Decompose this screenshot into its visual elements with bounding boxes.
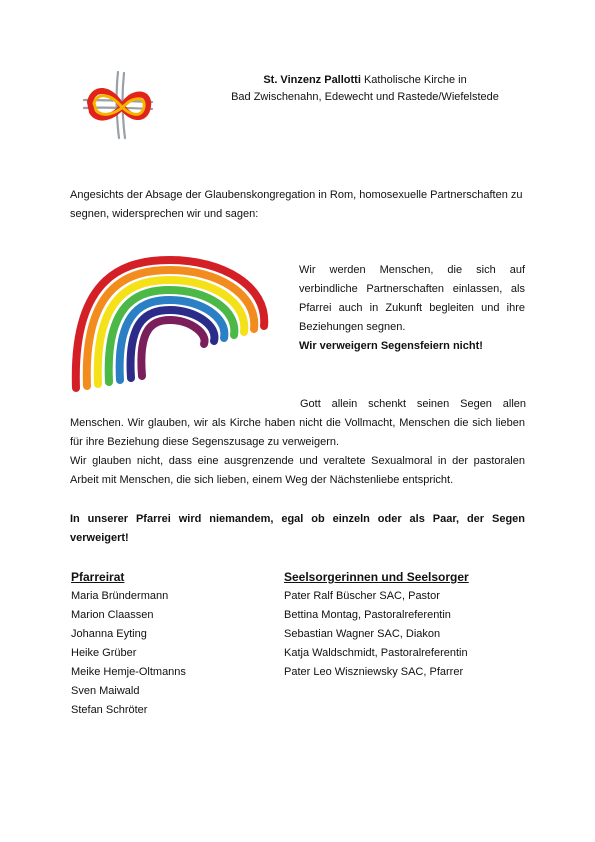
side-statement	[299, 261, 525, 356]
pfarreirat-member: Sven Maiwald	[71, 685, 140, 697]
side-statement-emphasis: Wir verweigern Segensfeiern nicht!	[299, 340, 483, 352]
paragraph-sexual-morality: Wir glauben nicht, dass eine ausgrenzende und veraltete Sexualmoral in der pastoralen Arbeit mit Menschen, die sich lieben, einem Weg der Nächstenliebe entspricht.	[70, 455, 525, 486]
parish-location: Bad Zwischenahn, Edewecht und Rastede/Wiefelstede	[231, 91, 499, 103]
seelsorger-member: Pater Ralf Büscher SAC, Pastor	[284, 590, 440, 602]
pfarreirat-member: Maria Bründermann	[71, 590, 169, 602]
seelsorger-heading: Seelsorgerinnen und Seelsorger	[284, 570, 469, 584]
paragraph-blessing-start: Gott allein schenkt seinen Segen allen	[300, 398, 526, 410]
seelsorger-member: Pater Leo Wiszniewsky SAC, Pfarrer	[284, 666, 464, 678]
pfarreirat-member: Meike Hemje-Oltmanns	[71, 666, 186, 678]
parish-logo	[80, 70, 155, 140]
bold-statement: In unserer Pfarrei wird niemandem, egal ob einzeln oder als Paar, der Segen verweigert!	[70, 513, 525, 544]
paragraph-blessing: Menschen. Wir glauben, wir als Kirche haben nicht die Vollmacht, Menschen die sich lieben für ihre Beziehung diese Segenszusage zu verweigern.	[70, 417, 525, 448]
parish-name: St. Vinzenz Pallotti	[263, 74, 361, 86]
pfarreirat-list	[71, 568, 271, 720]
pfarreirat-member: Stefan Schröter	[71, 704, 148, 716]
seelsorger-list	[284, 568, 524, 682]
pfarreirat-member: Johanna Eyting	[71, 628, 147, 640]
rainbow-band	[141, 320, 204, 376]
rainbow-illustration	[68, 248, 273, 396]
pfarreirat-heading: Pfarreirat	[71, 570, 125, 584]
seelsorger-member: Sebastian Wagner SAC, Diakon	[284, 628, 441, 640]
pfarreirat-member: Marion Claassen	[71, 609, 154, 621]
intro-paragraph: Angesichts der Absage der Glaubenskongregation in Rom, homosexuelle Partnerschaften zu segnen, widersprechen wir und sagen:	[70, 189, 523, 220]
parish-subtitle: Katholische Kirche in	[360, 74, 467, 86]
pfarreirat-member: Heike Grüber	[71, 647, 137, 659]
seelsorger-member: Katja Waldschmidt, Pastoralreferentin	[284, 647, 468, 659]
parish-header	[200, 72, 530, 106]
seelsorger-member: Bettina Montag, Pastoralreferentin	[284, 609, 451, 621]
side-statement-text: Wir werden Menschen, die sich auf verbindliche Partnerschaften einlassen, als Pfarrei auch in Zukunft begleiten und ihre Beziehungen segnen.	[299, 264, 525, 333]
